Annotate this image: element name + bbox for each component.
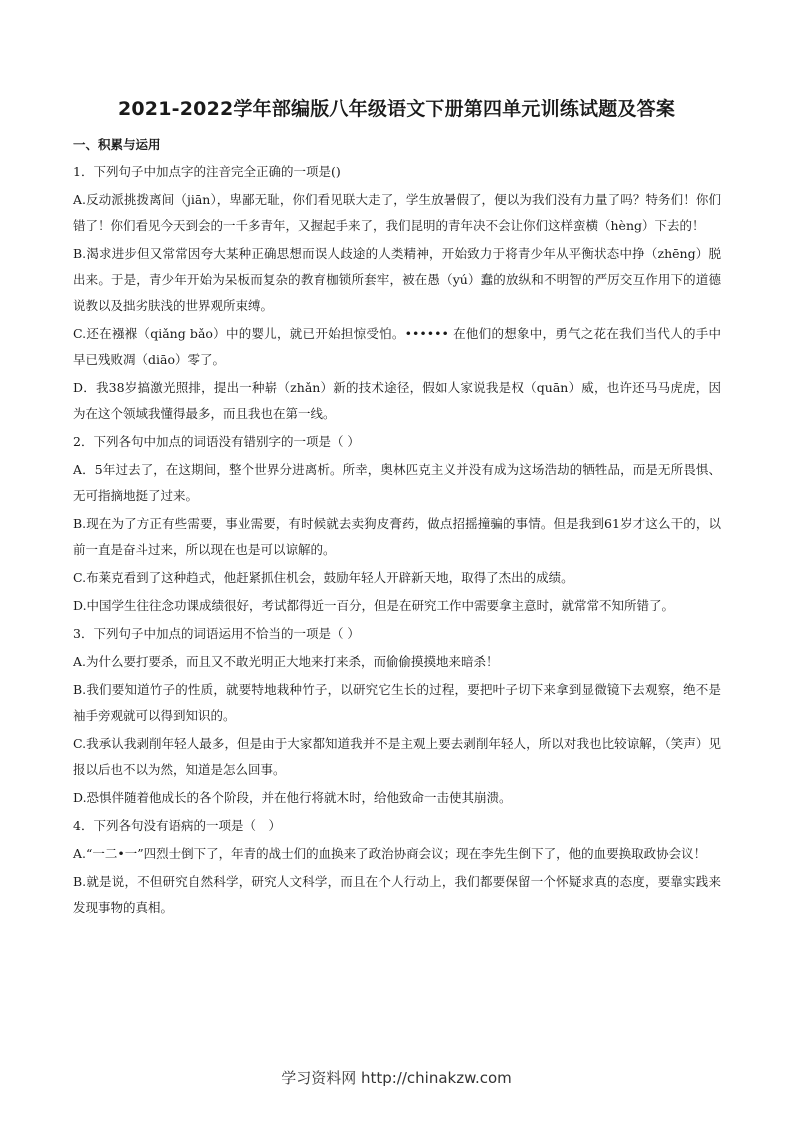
option-c: C.还在襁褓（qiǎng bǎo）中的婴儿，就已开始担惊受怕。•••••• 在他们的想象中，勇气之花在我们当代人的手中早已残败凋（diāo）零了。	[73, 326, 721, 367]
question-1	[73, 163, 721, 427]
option-b: B.就是说，不但研究自然科学，研究人文科学，而且在个人行动上，我们都要保留一个怀疑求真的态度，要靠实践来发现事物的真相。	[73, 874, 721, 915]
question-stem: 4．下列各句没有语病的一项是（ ）	[73, 818, 281, 833]
document-title: 2021-2022学年部编版八年级语文下册第四单元训练试题及答案	[117, 98, 676, 120]
section-heading: 一、积累与运用	[73, 137, 161, 152]
option-d: D.恐惧伴随着他成长的各个阶段，并在他行将就木时，给他致命一击使其崩溃。	[73, 790, 512, 805]
question-4	[73, 817, 721, 921]
option-a: A.反动派挑拨离间（jiān），卑鄙无耻，你们看见联大走了，学生放暑假了，便以为我们没有力量了吗？特务们！你们错了！你们看见今天到会的一千多青年，又握起手来了，我们昆明的青年决不会让你们这样蛮横（hèng）下去的！	[73, 192, 721, 233]
question-stem: 3．下列句子中加点的词语运用不恰当的一项是（ ）	[73, 626, 360, 641]
option-c: C.我承认我剥削年轻人最多，但是由于大家都知道我并不是主观上要去剥削年轻人，所以对我也比较谅解，（笑声）见报以后也不以为然，知道是怎么回事。	[73, 736, 721, 777]
question-stem: 2．下列各句中加点的词语没有错别字的一项是（ ）	[73, 434, 360, 449]
document-body	[73, 136, 721, 927]
option-d: D．我38岁搞激光照排，提出一种崭（zhǎn）新的技术途径，假如人家说我是权（quān）威，也许还马马虎虎，因为在这个领域我懂得最多，而且我也在第一线。	[73, 380, 721, 421]
option-a: A.“一二•一”四烈士倒下了，年青的战士们的血换来了政治协商会议；现在李先生倒下了，他的血要换取政协会议！	[73, 846, 707, 861]
option-b: B.我们要知道竹子的性质，就要特地栽种竹子，以研究它生长的过程，要把叶子切下来拿到显微镜下去观察，绝不是袖手旁观就可以得到知识的。	[73, 682, 721, 723]
question-stem: 1．下列句子中加点字的注音完全正确的一项是()	[73, 164, 341, 179]
option-b: B.现在为了方正有些需要，事业需要，有时候就去卖狗皮膏药，做点招摇撞骗的事情。但是我到61岁才这么干的，以前一直是奋斗过来，所以现在也是可以谅解的。	[73, 516, 721, 557]
option-c: C.布莱克看到了这种趋式，他赶紧抓住机会，鼓励年轻人开辟新天地，取得了杰出的成绩。	[73, 570, 574, 585]
question-3	[73, 625, 721, 811]
option-a: A．5年过去了，在这期间，整个世界分进离析。所幸，奥林匹克主义并没有成为这场浩劫的牺牲品，而是无所畏惧、无可指摘地挺了过来。	[73, 462, 721, 503]
option-b: B.渴求进步但又常常因夸大某种正确思想而误人歧途的人类精神，开始致力于将青少年从平衡状态中挣（zhēng）脱出来。于是，青少年开始为呆板而复杂的教育枷锁所套牢，被在愚（yú）蠢的放纵和不明智的严厉交互作用下的道德说教以及拙劣肤浅的世界观所束缚。	[73, 246, 721, 313]
option-d: D.中国学生往往念功课成绩很好，考试都得近一百分，但是在研究工作中需要拿主意时，就常常不知所错了。	[73, 598, 675, 613]
option-a: A.为什么要打要杀，而且又不敢光明正大地来打来杀，而偷偷摸摸地来暗杀！	[73, 654, 499, 669]
question-2	[73, 433, 721, 619]
footer-watermark: 学习资料网 http://chinakzw.com	[281, 1069, 512, 1087]
